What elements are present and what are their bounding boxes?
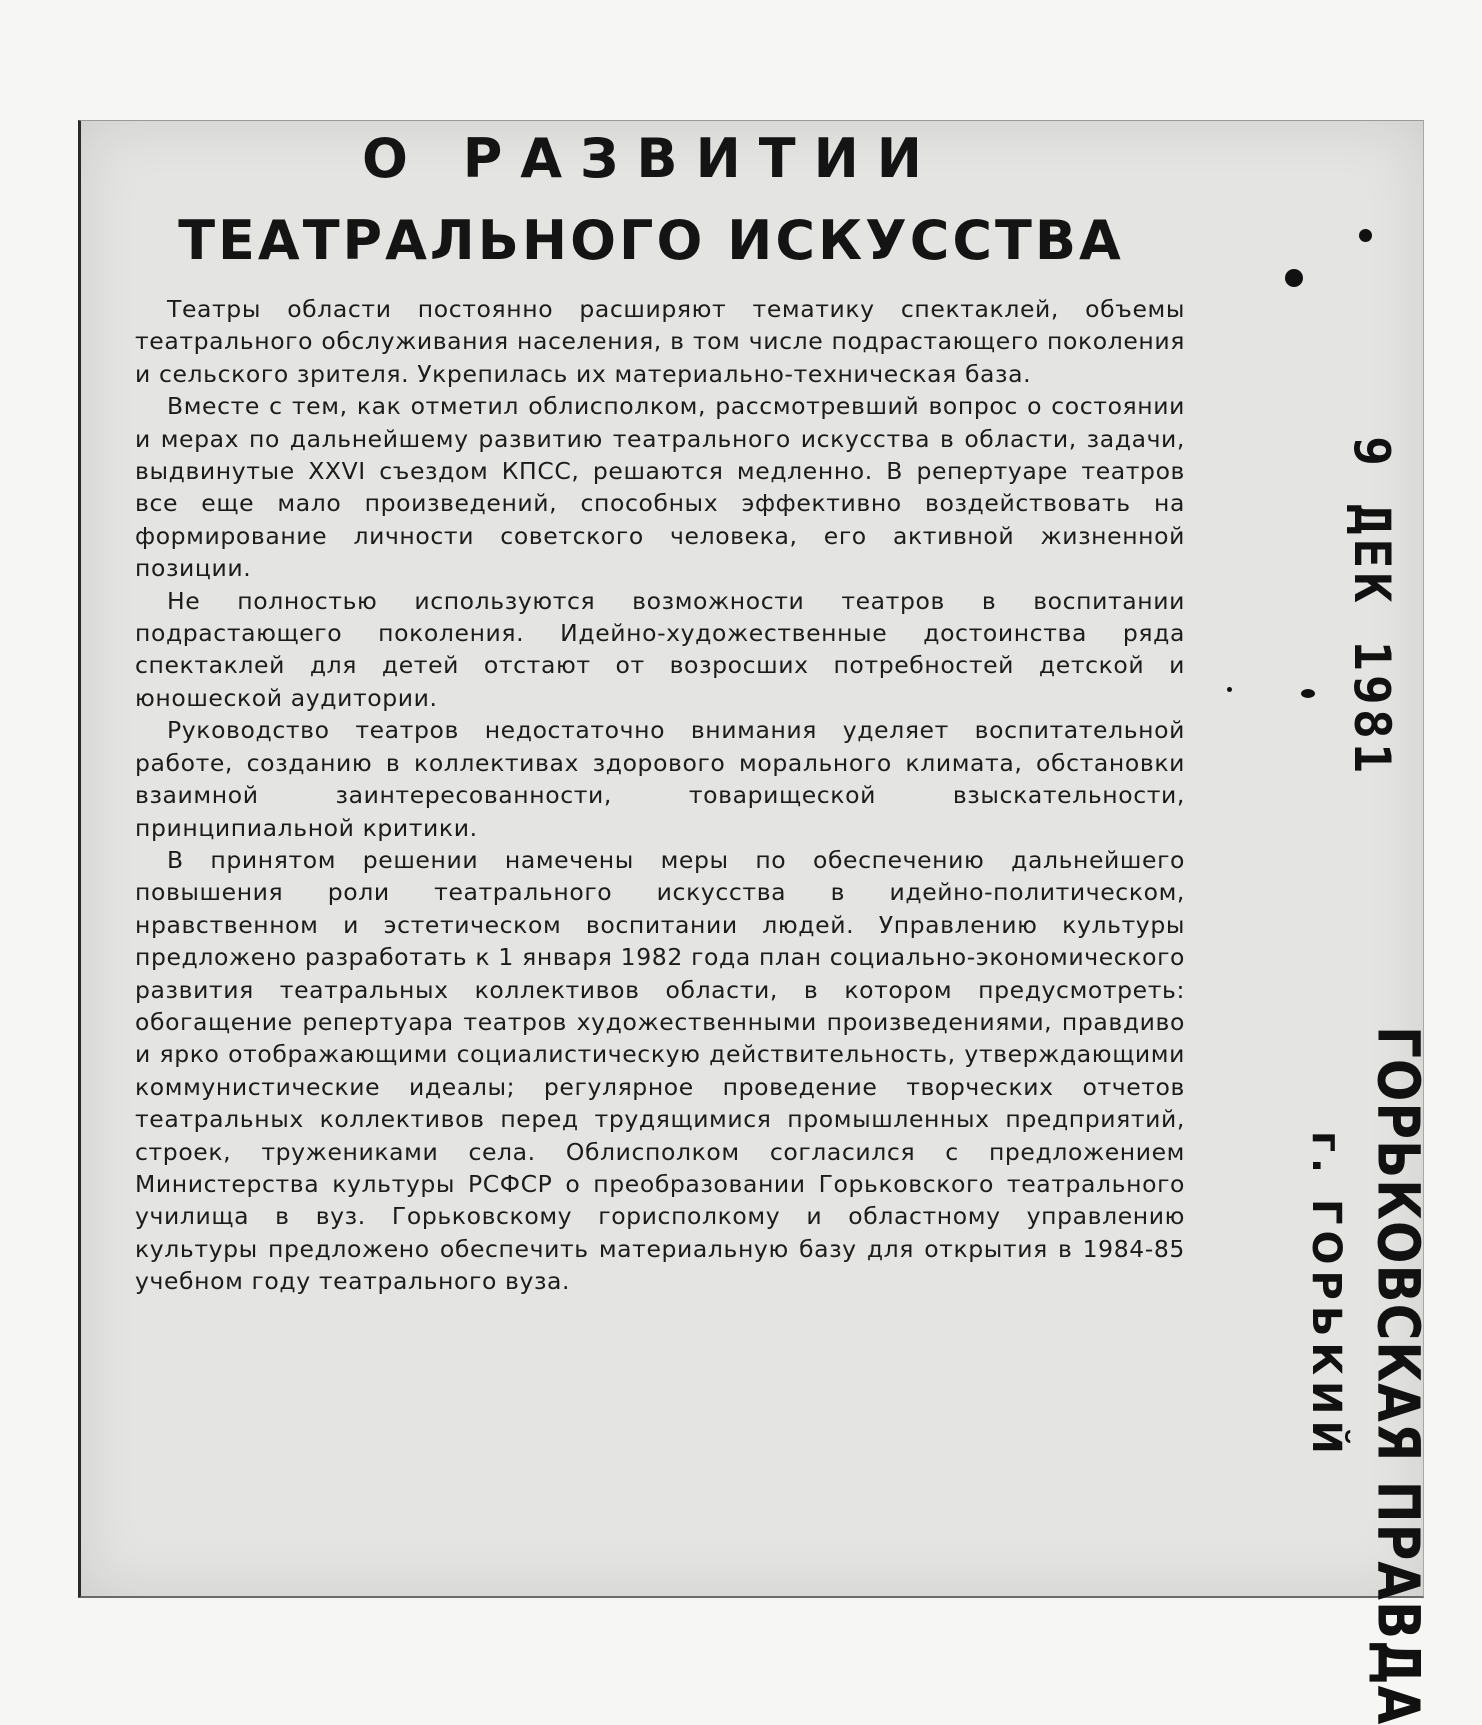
article-paragraph-4: Руководство театров недостаточно внимания уделяет воспитательной работе, созданию в коллективах здорового морального климата, обстановки взаимной заинтересованности, товарищеской взыскательности, принципиальной критики.	[135, 716, 1185, 842]
newspaper-clipping	[78, 120, 1432, 1725]
date-stamp: 9 ДЕК 1981	[1343, 436, 1401, 778]
article-title-line-2: ТЕАТРАЛЬНОГО ИСКУССТВА	[178, 209, 1124, 272]
article-paragraph-5: В принятом решении намечены меры по обеспечению дальнейшего повышения роли театрального искусства в идейно-политическом, нравственном и эстетическом воспитании людей. Управлению культуры предложено разработать к 1 января 1982 года план социально-экономического развития театральных коллективов области, в котором предусмотреть: обогащение репертуара театров художественными произведениями, правдиво и ярко отображающими социалистическую действительность, утверждающими коммунистические идеалы; регулярное проведение творческих отчетов театральных коллективов перед трудящимися промышленных предприятий, строек, тружениками села. Облисполком согласился с предложением Министерства культуры РСФСР о преобразовании Горьковского театрального училища в вуз. Горьковскому горисполкому и областному управлению культуры предложено обеспечить материальную базу для открытия в 1984-85 учебном году театрального вуза.	[135, 845, 1185, 1296]
ink-blot	[1359, 229, 1372, 242]
article-title-line-1: О РАЗВИТИИ	[361, 127, 940, 190]
city-stamp: г. ГОРЬКИЙ	[1303, 1131, 1349, 1460]
ink-blot	[1227, 687, 1232, 692]
ink-blot	[1301, 689, 1315, 698]
ink-blot	[1285, 269, 1303, 287]
article-paragraph-2: Вместе с тем, как отметил облисполком, рассмотревший вопрос о состоянии и мерах по дальнейшему развитию театрального искусства в области, задачи, выдвинутые XXVI съездом КПСС, решаются медленно. В репертуаре театров все еще мало произведений, способных эффективно воздействовать на формирование личности советского человека, его активной жизненной позиции.	[135, 392, 1185, 583]
article-body	[135, 293, 1185, 1298]
article-paragraph-3: Не полностью используются возможности театров в воспитании подрастающего поколения. Идейно-художественные достоинства ряда спектаклей для детей отстают от возросших потребностей детской и юношеской аудитории.	[135, 586, 1185, 712]
article-paragraph-1: Театры области постоянно расширяют тематику спектаклей, объемы театрального обслуживания населения, в том числе подрастающего поколения и сельского зрителя. Укрепилась их материально-техническая база.	[135, 295, 1185, 388]
newspaper-name-stamp: ГОРЬКОВСКАЯ ПРАВДА	[1364, 1026, 1432, 1725]
